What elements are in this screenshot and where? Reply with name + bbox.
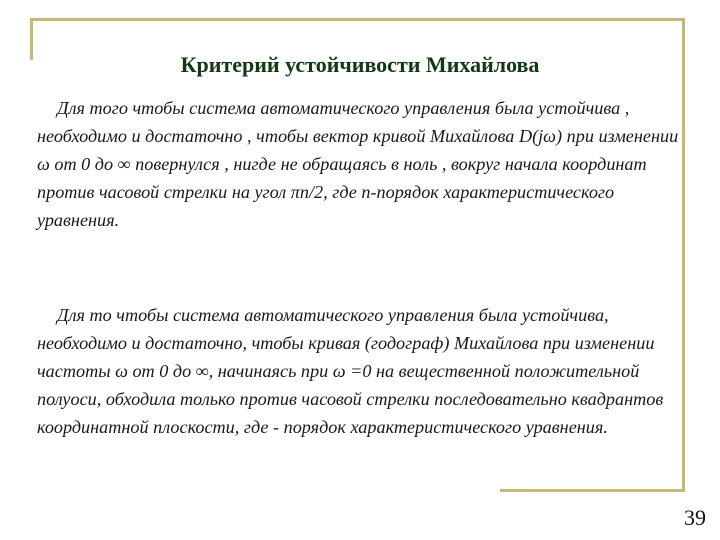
- paragraph-text: Для того чтобы система автоматического управления была устойчива , необходимо и достаточно , чтобы вектор кривой Михайлова D(jω) при изменении ω от 0 до ∞ повернулся , нигде не обращаясь в ноль , вокруг начала координат против часовой стрелки на угол πn/2, где n-порядок характеристического уравнения.: [37, 98, 679, 230]
- slide-title: Критерий устойчивости Михайлова: [180, 52, 540, 77]
- paragraph-text: Для то чтобы система автоматического управления была устойчива, необходимо и достаточно, чтобы кривая (годограф) Михайлова при изменении частоты ω от 0 до ∞, начинаясь при ω =0 на вещественной положительной полуоси, обходила только против часовой стрелки последовательно квадрантов координатной плоскости, где - порядок характеристического уравнения.: [37, 305, 664, 437]
- frame-top-line: [30, 18, 682, 21]
- frame-left-line: [30, 18, 33, 60]
- page-number: 39: [684, 505, 706, 530]
- paragraph-stability-hodograph: [37, 301, 683, 441]
- frame-bottom-line: [500, 489, 685, 492]
- paragraph-stability-vector: [37, 94, 683, 234]
